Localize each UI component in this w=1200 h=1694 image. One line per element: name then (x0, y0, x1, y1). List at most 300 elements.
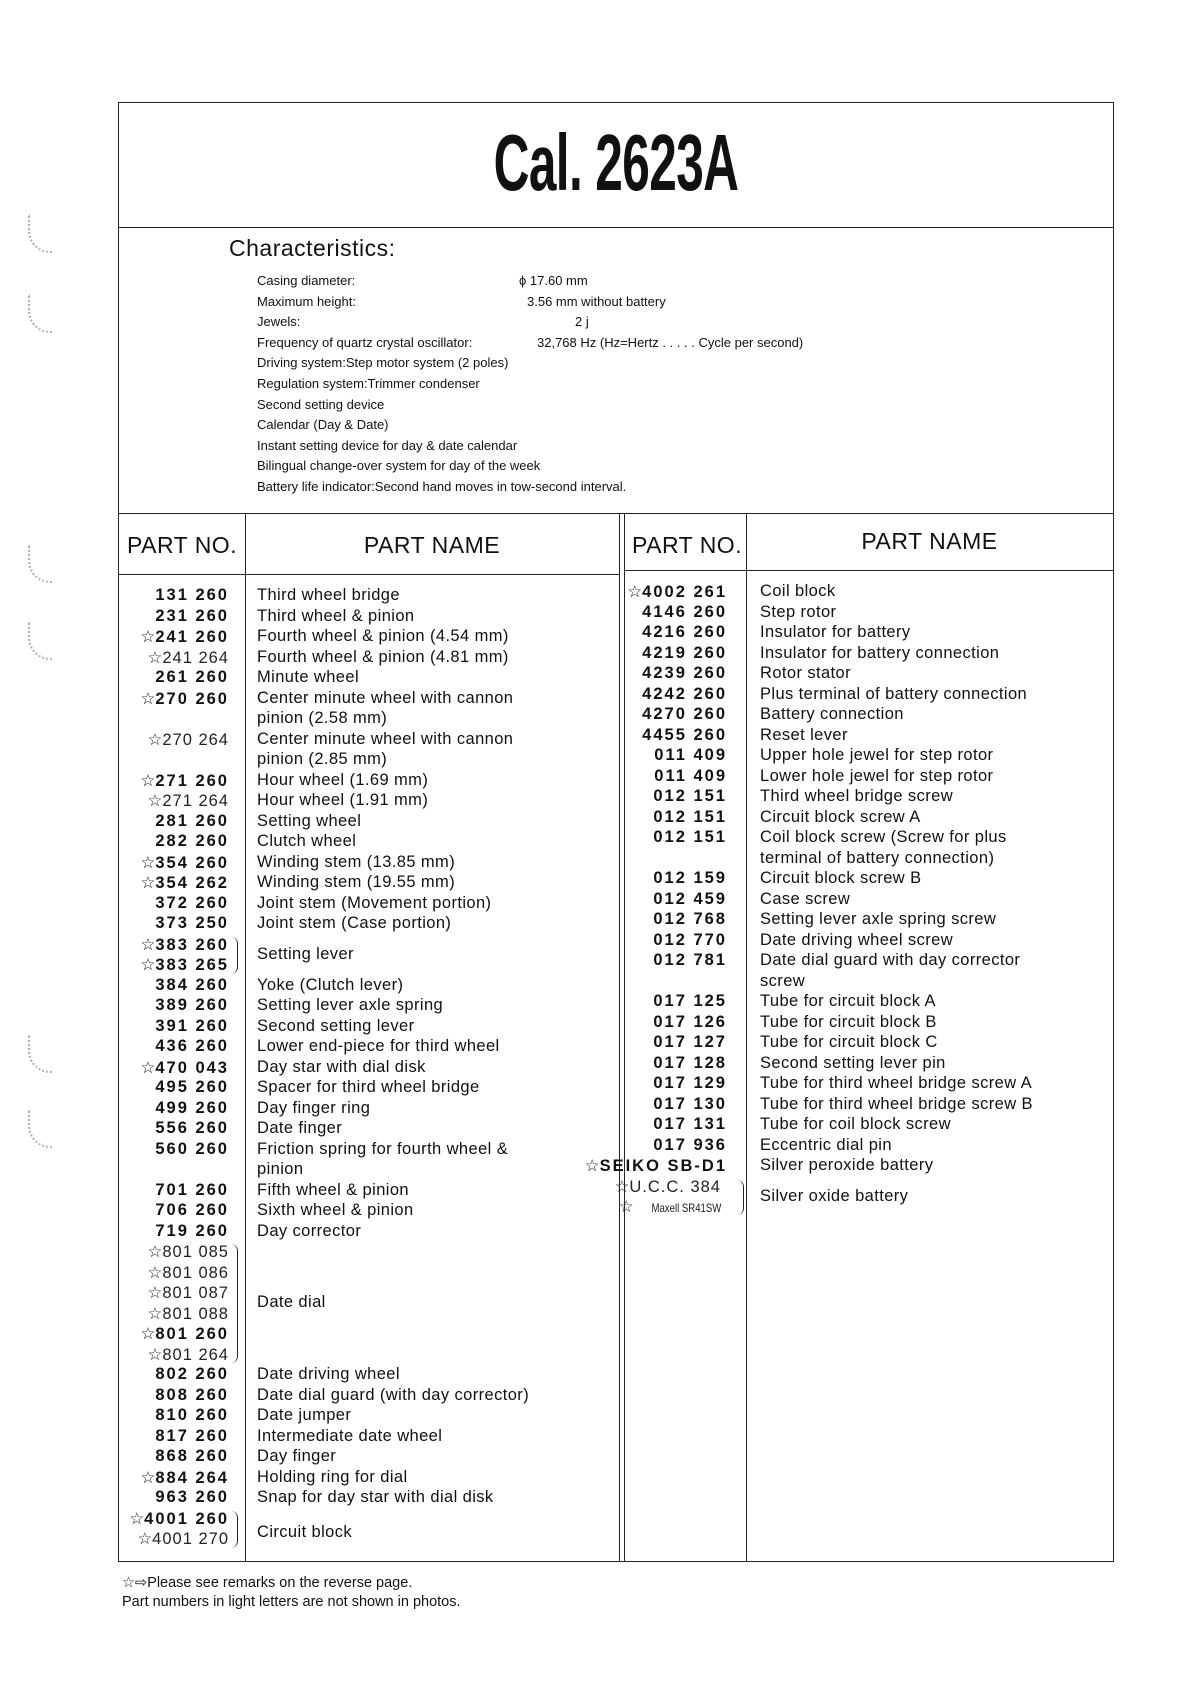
table-row (624, 1054, 1113, 1075)
star-remark-icon: ☆ (627, 583, 643, 601)
characteristic-value: 3.56 mm without battery (527, 293, 666, 309)
part-name: Third wheel bridge (257, 586, 400, 604)
table-row (119, 1406, 619, 1427)
star-remark-icon: ☆ (129, 1509, 145, 1528)
part-number (155, 1386, 229, 1405)
part-name: terminal of battery connection) (760, 848, 995, 867)
part-name: Spacer for third wheel bridge (257, 1078, 480, 1096)
part-number-text: 354 260 (155, 853, 229, 872)
star-remark-icon: ☆ (147, 1243, 163, 1261)
table-row (119, 1324, 619, 1345)
star-remark-icon: ☆ (140, 956, 156, 974)
part-number (155, 832, 229, 851)
part-name: Day finger (257, 1447, 337, 1465)
part-number-text: 012 151 (653, 787, 727, 805)
part-number (642, 644, 727, 663)
part-number (155, 996, 229, 1015)
table-row (624, 931, 1113, 952)
table-row (584, 1156, 1113, 1177)
part-name: Intermediate date wheel (257, 1426, 443, 1445)
part-number (148, 730, 229, 750)
part-number-text: 271 260 (155, 771, 229, 790)
table-row (119, 689, 619, 710)
part-number (155, 976, 229, 995)
part-number-text: 802 260 (155, 1365, 229, 1383)
part-number-text: 012 770 (653, 930, 727, 949)
part-number-text: 373 250 (155, 914, 229, 932)
part-number-text: 011 409 (654, 746, 727, 764)
group-brace (231, 1511, 238, 1548)
table-row (624, 664, 1113, 685)
table-row (119, 750, 619, 771)
part-number-text: 012 459 (653, 889, 727, 908)
table-row (119, 914, 619, 935)
part-number-text: 560 260 (155, 1139, 229, 1158)
footer-remark: ☆⇨Please see remarks on the reverse page. (122, 1575, 413, 1591)
group-brace (737, 1180, 744, 1215)
part-name: Center minute wheel with cannon (257, 729, 514, 748)
part-name: Coil block screw (Screw for plus (760, 828, 1007, 846)
part-number-text: 495 260 (155, 1078, 229, 1096)
part-number-text: 4455 260 (642, 725, 727, 744)
part-number (155, 1406, 229, 1425)
part-name: Holding ring for dial (257, 1467, 408, 1486)
part-name: Tube for third wheel bridge screw A (760, 1074, 1033, 1092)
header-part-name-right: PART NAME (861, 528, 998, 554)
part-name: Silver peroxide battery (760, 1156, 934, 1174)
part-number-text: 012 159 (653, 869, 727, 887)
part-name: Circuit block screw B (760, 869, 922, 887)
part-name: Day finger ring (257, 1098, 371, 1117)
part-number (653, 1136, 727, 1155)
part-number-text: 884 264 (155, 1468, 229, 1487)
part-number-text: 801 088 (162, 1304, 229, 1323)
table-row (119, 1427, 619, 1448)
punch-hole-mark (28, 545, 52, 583)
part-name: Rotor stator (760, 664, 851, 682)
group-brace (231, 937, 238, 974)
part-number (642, 603, 727, 622)
punch-hole-mark (28, 215, 52, 253)
part-name: Setting lever axle spring (257, 996, 444, 1014)
punch-hole-mark (28, 1110, 52, 1148)
table-row (624, 1115, 1113, 1136)
part-name: Winding stem (13.85 mm) (257, 852, 456, 871)
part-name: pinion (2.85 mm) (257, 750, 388, 768)
characteristic-label: Maximum height: (257, 293, 356, 309)
part-number-text: 436 260 (155, 1037, 229, 1055)
parts-table (119, 513, 1113, 1561)
part-number (148, 1263, 229, 1283)
star-remark-icon: ☆ (140, 689, 156, 708)
part-number-text: 4270 260 (642, 705, 727, 723)
part-name: Snap for day star with dial disk (257, 1488, 494, 1506)
part-number-text: 354 262 (155, 874, 229, 892)
star-remark-icon: ☆ (147, 1345, 163, 1364)
part-number-text: 017 128 (653, 1053, 727, 1072)
table-row (119, 709, 619, 730)
part-number-text: 4242 260 (642, 684, 727, 703)
table-row (119, 1529, 619, 1550)
part-name: Second setting lever (257, 1016, 415, 1035)
part-number (653, 808, 727, 827)
characteristics-heading: Characteristics: (229, 235, 396, 261)
table-row (624, 1013, 1113, 1034)
table-row (624, 808, 1113, 829)
part-name-group: Silver oxide battery (760, 1186, 909, 1205)
table-row (624, 685, 1113, 706)
part-number (148, 1242, 229, 1262)
part-number-text: 4002 261 (642, 583, 727, 601)
part-number-text: 801 087 (162, 1284, 229, 1302)
part-number (653, 890, 727, 909)
part-name: Yoke (Clutch lever) (257, 975, 404, 994)
table-row (624, 849, 1113, 870)
table-row (624, 992, 1113, 1013)
table-row (119, 586, 619, 607)
table-row (624, 1136, 1113, 1157)
star-remark-icon: ☆ (147, 1284, 163, 1302)
part-number-text: SEIKO SB-D1 (599, 1157, 727, 1175)
table-row (119, 1181, 619, 1202)
part-number (141, 955, 229, 975)
part-number (653, 1095, 727, 1114)
part-name: Battery connection (760, 705, 904, 723)
table-row (624, 705, 1113, 726)
part-number-text: 706 260 (155, 1201, 229, 1219)
part-number (654, 767, 727, 786)
part-name: Upper hole jewel for step rotor (760, 746, 994, 764)
part-number-text: 389 260 (155, 996, 229, 1014)
punch-hole-mark (28, 295, 52, 333)
part-number (155, 1099, 229, 1118)
table-row (624, 1095, 1113, 1116)
part-number-text: 017 127 (653, 1033, 727, 1051)
title-box (119, 103, 1113, 228)
part-name: Joint stem (Movement portion) (257, 893, 492, 912)
part-name: pinion (257, 1160, 304, 1178)
part-number-text: 4001 260 (144, 1509, 229, 1528)
part-name: Lower end-piece for third wheel (257, 1037, 500, 1055)
part-number (155, 1037, 229, 1056)
part-number (155, 1078, 229, 1097)
footer-light-letters-note: Part numbers in light letters are not shown in photos. (122, 1594, 461, 1610)
part-number (619, 1197, 721, 1217)
characteristic-label: Regulation system:Trimmer condenser (257, 375, 480, 391)
table-row (119, 996, 619, 1017)
star-remark-icon: ☆ (147, 730, 163, 749)
characteristic-label: Calendar (Day & Date) (257, 417, 389, 433)
part-number-text: 017 130 (653, 1094, 727, 1113)
part-number-text: 131 260 (155, 586, 229, 604)
table-row (119, 627, 619, 648)
part-name: Coil block (760, 582, 836, 600)
part-name: Second setting lever pin (760, 1053, 946, 1072)
part-name-group: Date dial (257, 1293, 326, 1312)
star-remark-icon: ☆ (618, 1198, 634, 1216)
part-name: Fourth wheel & pinion (4.54 mm) (257, 627, 509, 645)
characteristic-value: ϕ 17.60 mm (519, 273, 588, 288)
table-row (119, 1222, 619, 1243)
table-row (624, 726, 1113, 747)
part-number (653, 1074, 727, 1093)
part-name: Tube for circuit block A (760, 992, 936, 1010)
table-row (624, 972, 1113, 993)
table-row (119, 832, 619, 853)
punch-hole-mark (28, 622, 52, 660)
part-number-text: 271 264 (162, 792, 229, 810)
table-row (119, 1283, 619, 1304)
part-number-text: 281 260 (155, 811, 229, 830)
part-number-text: 017 129 (653, 1074, 727, 1092)
part-name-group: Setting lever (257, 944, 354, 963)
star-remark-icon: ☆ (140, 935, 156, 954)
part-number-text: 372 260 (155, 893, 229, 912)
part-number (129, 1509, 229, 1529)
part-name: Date driving wheel screw (760, 930, 954, 949)
part-name: Winding stem (19.55 mm) (257, 873, 456, 891)
part-number (155, 1488, 229, 1507)
part-number (155, 1181, 229, 1200)
part-number (141, 1058, 229, 1078)
part-number (615, 1177, 721, 1197)
part-number-text: 868 260 (155, 1447, 229, 1465)
table-row (624, 787, 1113, 808)
part-name: Clutch wheel (257, 832, 357, 850)
table-row (624, 828, 1113, 849)
part-number-text: 384 260 (155, 975, 229, 994)
part-number (141, 935, 229, 955)
part-number (155, 607, 229, 626)
part-number-text: 261 260 (155, 668, 229, 686)
column-divider (619, 514, 620, 1561)
part-number (155, 1447, 229, 1466)
part-name: Minute wheel (257, 668, 360, 686)
part-number (642, 726, 727, 745)
characteristic-label: Bilingual change-over system for day of the week (257, 458, 541, 474)
table-row (119, 1345, 619, 1366)
part-number-text: 4001 270 (152, 1530, 229, 1548)
part-number-text: 499 260 (155, 1098, 229, 1117)
part-name: Date driving wheel (257, 1365, 400, 1383)
table-row (119, 1365, 619, 1386)
part-number (653, 787, 727, 806)
part-name: Case screw (760, 889, 851, 908)
table-row (624, 890, 1113, 911)
part-number (585, 1156, 727, 1176)
characteristic-label: Instant setting device for day & date calendar (257, 437, 518, 453)
table-row (119, 1037, 619, 1058)
table-row (119, 1488, 619, 1509)
part-number-text: 801 264 (162, 1345, 229, 1364)
part-number-text: 270 264 (162, 730, 229, 749)
part-number (141, 873, 229, 893)
table-row (119, 1078, 619, 1099)
part-name: Hour wheel (1.69 mm) (257, 770, 429, 789)
star-remark-icon: ☆ (137, 1530, 153, 1548)
part-name: Date dial guard with day corrector (760, 951, 1021, 969)
part-number (642, 664, 727, 683)
part-name-group: Circuit block (257, 1522, 353, 1541)
part-number (653, 869, 727, 888)
part-number (653, 1054, 727, 1073)
table-row (119, 873, 619, 894)
header-part-no-left: PART NO. (127, 532, 238, 558)
part-number-text: 282 260 (155, 832, 229, 850)
part-name: Center minute wheel with cannon (257, 688, 514, 707)
star-remark-icon: ☆ (140, 1468, 156, 1487)
part-number (148, 1304, 229, 1324)
star-remark-icon: ☆ (147, 1263, 163, 1282)
part-number (155, 1427, 229, 1446)
part-number-text: 383 260 (155, 935, 229, 954)
part-number-text: 012 151 (653, 828, 727, 846)
part-number-text: 801 260 (155, 1325, 229, 1343)
part-number (141, 1468, 229, 1488)
part-name: Day corrector (257, 1221, 362, 1240)
part-name: Eccentric dial pin (760, 1135, 892, 1154)
star-remark-icon: ☆ (140, 1058, 156, 1077)
table-row (624, 1033, 1113, 1054)
characteristic-value: 32,768 Hz (Hz=Hertz . . . . . Cycle per second) (537, 334, 804, 350)
table-row (119, 853, 619, 874)
star-remark-icon: ☆ (140, 853, 156, 872)
part-name: Fourth wheel & pinion (4.81 mm) (257, 647, 509, 666)
part-number-text: 719 260 (155, 1221, 229, 1240)
characteristic-label: Driving system:Step motor system (2 poles) (257, 355, 509, 371)
page-title: Cal. 2623A (493, 118, 739, 207)
footer-notes (122, 1574, 461, 1612)
part-number-text: 383 265 (155, 956, 229, 974)
table-row (624, 623, 1113, 644)
part-number-text: 231 260 (155, 606, 229, 625)
table-row (119, 1201, 619, 1222)
part-number-text: 808 260 (155, 1385, 229, 1404)
table-row (624, 1074, 1113, 1095)
part-number-text: 017 125 (653, 992, 727, 1010)
table-row (119, 1263, 619, 1284)
right-parts-list (584, 582, 1113, 1218)
table-row (119, 668, 619, 689)
table-row (624, 951, 1113, 972)
part-number (141, 853, 229, 873)
part-name: Tube for circuit block B (760, 1012, 937, 1031)
table-row (624, 603, 1113, 624)
table-row (624, 746, 1113, 767)
part-number-text: 801 085 (162, 1243, 229, 1261)
part-number-text: 963 260 (155, 1488, 229, 1506)
part-number-text: 701 260 (155, 1180, 229, 1199)
table-row (119, 955, 619, 976)
part-number (155, 914, 229, 933)
star-remark-icon: ☆ (614, 1177, 630, 1196)
table-row (119, 1304, 619, 1325)
left-parts-list (119, 586, 619, 1550)
part-number (148, 648, 229, 668)
header-part-name-left: PART NAME (363, 532, 501, 558)
part-number (155, 1140, 229, 1159)
part-number (141, 689, 229, 709)
part-name: Insulator for battery connection (760, 643, 1000, 662)
part-number (653, 1013, 727, 1032)
characteristic-label: Second setting device (257, 396, 385, 412)
star-remark-icon: ☆ (140, 628, 156, 646)
part-number (155, 1017, 229, 1036)
part-number (141, 771, 229, 791)
part-number-text: 241 260 (155, 628, 229, 646)
part-name: Day star with dial disk (257, 1057, 426, 1076)
part-number (148, 791, 229, 811)
part-name: Tube for third wheel bridge screw B (760, 1094, 1033, 1113)
part-name: Date dial guard (with day corrector) (257, 1385, 530, 1404)
star-remark-icon: ☆ (140, 874, 156, 892)
part-name: Tube for circuit block C (760, 1033, 938, 1051)
part-name: Circuit block screw A (760, 807, 921, 826)
part-number-text: 011 409 (654, 766, 727, 785)
part-number (155, 586, 229, 605)
part-name: Date jumper (257, 1406, 352, 1424)
table-row (119, 1140, 619, 1161)
table-row (624, 767, 1113, 788)
star-remark-icon: ☆ (147, 792, 163, 810)
table-row (119, 976, 619, 997)
table-row (119, 1447, 619, 1468)
characteristic-value: 2 j (575, 314, 589, 330)
characteristic-label: Jewels: (257, 314, 301, 330)
part-number-text: 012 151 (653, 807, 727, 826)
part-number (653, 828, 727, 847)
part-number (155, 1365, 229, 1384)
parts-sheet (118, 102, 1114, 1562)
part-number (653, 910, 727, 929)
part-number (642, 685, 727, 704)
header-rule (119, 574, 619, 575)
part-number-text: 017 126 (653, 1012, 727, 1031)
characteristic-label: Battery life indicator:Second hand moves in tow-second interval. (257, 478, 627, 494)
part-number-text: 017 131 (653, 1115, 727, 1133)
part-number (155, 894, 229, 913)
part-number (141, 1324, 229, 1344)
part-name: Sixth wheel & pinion (257, 1201, 414, 1219)
part-number-text: 4216 260 (642, 623, 727, 641)
punch-hole-mark (28, 1035, 52, 1073)
part-number-text: Maxell SR41SW (651, 1201, 721, 1215)
part-number (155, 1222, 229, 1241)
part-number (653, 992, 727, 1011)
part-number-text: 801 086 (162, 1263, 229, 1282)
part-name: pinion (2.58 mm) (257, 709, 388, 727)
table-row (119, 730, 619, 751)
star-remark-icon: ☆ (147, 648, 163, 667)
group-brace (231, 1244, 238, 1363)
table-row (119, 1099, 619, 1120)
table-row (119, 771, 619, 792)
part-number (155, 812, 229, 831)
part-name: Date finger (257, 1119, 343, 1137)
part-number (627, 582, 727, 602)
part-number (653, 1033, 727, 1052)
header-rule (624, 570, 1113, 571)
table-row (119, 791, 619, 812)
part-number (148, 1345, 229, 1365)
part-number (137, 1529, 229, 1549)
part-name: Insulator for battery (760, 623, 911, 641)
part-number-text: 556 260 (155, 1119, 229, 1137)
part-number (148, 1283, 229, 1303)
part-number (155, 1119, 229, 1138)
table-row (119, 812, 619, 833)
part-number (653, 951, 727, 970)
